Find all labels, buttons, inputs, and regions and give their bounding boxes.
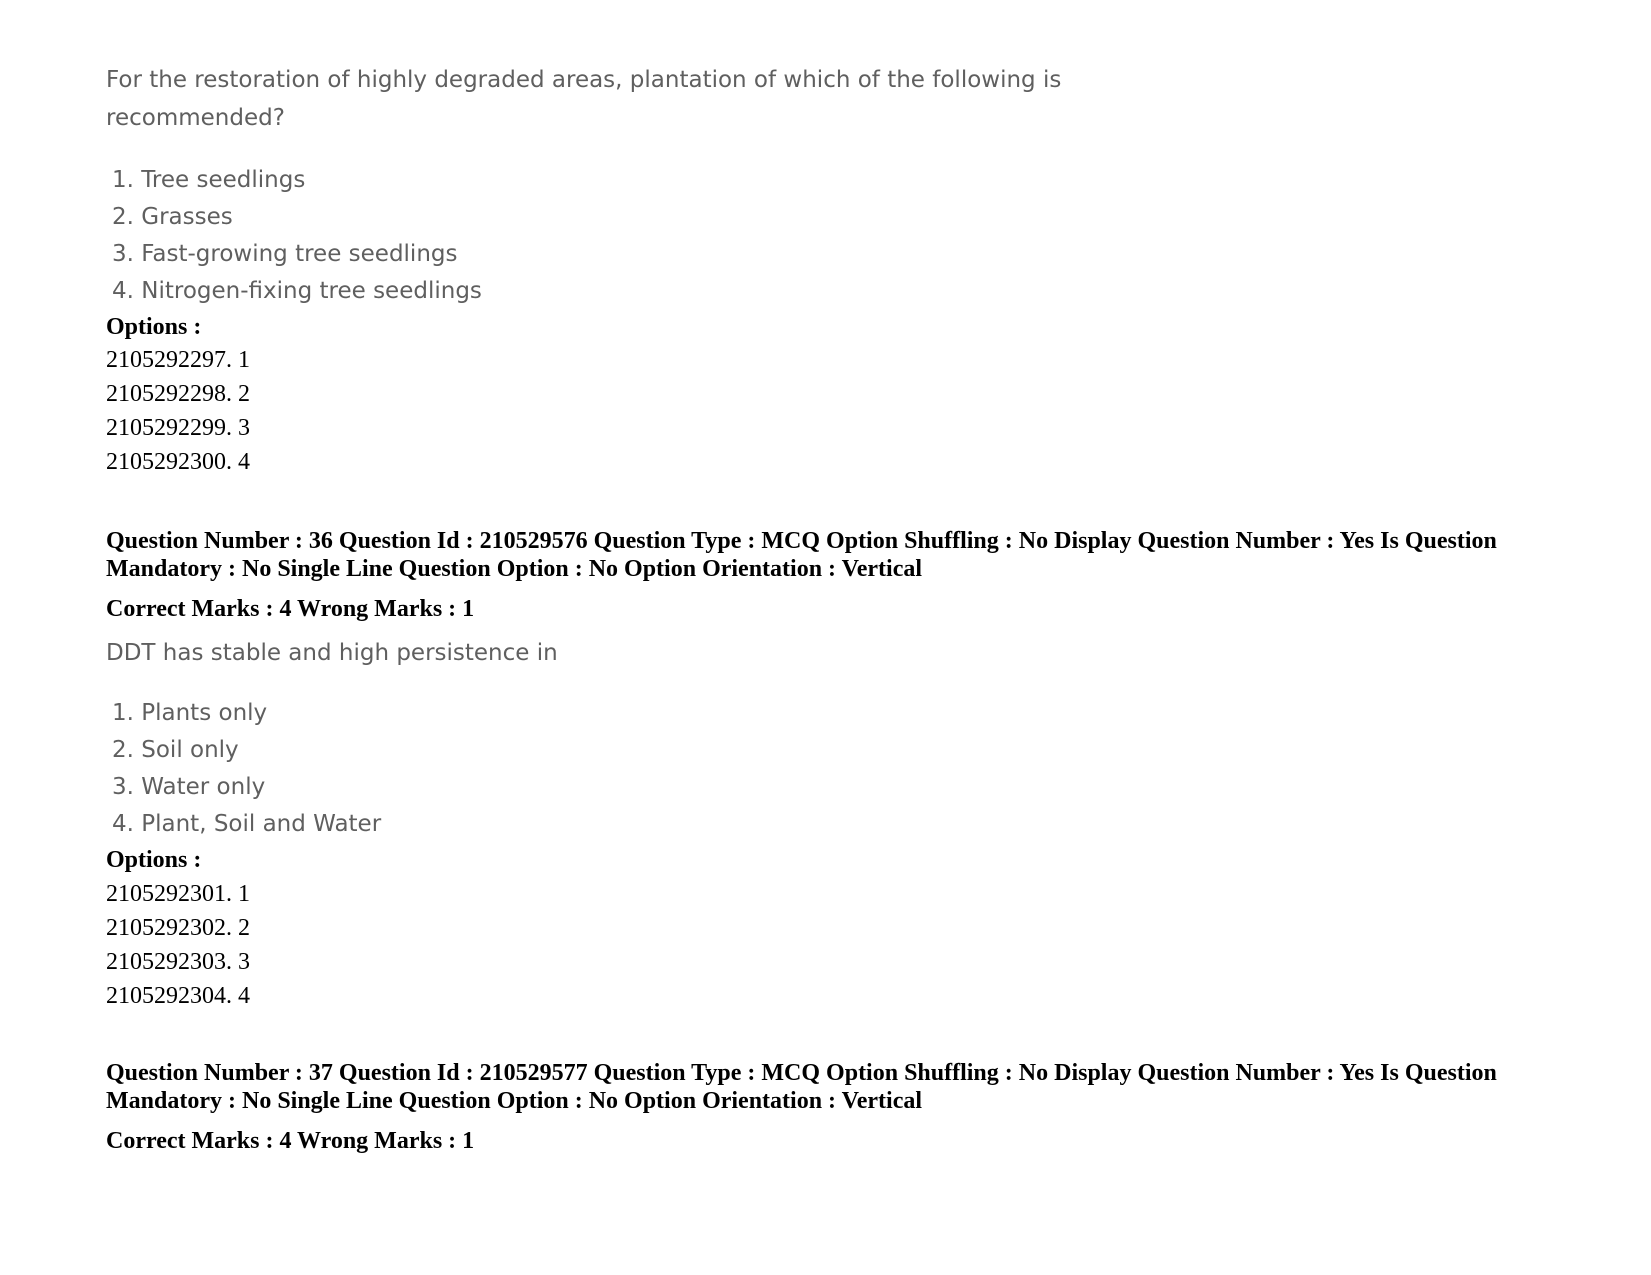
question-36-meta-line-1: Question Number : 36 Question Id : 210529576 Question Type : MCQ Option Shuffling : No Display Question Number : Yes Is Question [106, 528, 1497, 554]
question-35-choice-3: 3. Fast-growing tree seedlings [112, 241, 458, 267]
question-37-meta [106, 1059, 1586, 1115]
question-36-choice-3: 3. Water only [112, 774, 266, 800]
question-36-meta [106, 527, 1586, 583]
question-35-choice-1: 1. Tree seedlings [112, 167, 306, 193]
question-36-option-2: 2105292302. 2 [106, 915, 250, 941]
question-35-option-4: 2105292300. 4 [106, 449, 250, 475]
question-36-text [106, 634, 558, 672]
question-36-option-4: 2105292304. 4 [106, 983, 250, 1009]
question-35-text [106, 61, 1061, 137]
question-35-option-2: 2105292298. 2 [106, 381, 250, 407]
question-36-options-label: Options : [106, 847, 202, 873]
question-35-text-line-2: recommended? [106, 105, 285, 131]
question-35-choice-2: 2. Grasses [112, 204, 233, 230]
question-35-text-line-1: For the restoration of highly degraded areas, plantation of which of the following is [106, 67, 1062, 93]
question-36-marks: Correct Marks : 4 Wrong Marks : 1 [106, 596, 475, 622]
question-37-marks: Correct Marks : 4 Wrong Marks : 1 [106, 1128, 475, 1154]
question-37-meta-line-2: Mandatory : No Single Line Question Option : No Option Orientation : Vertical [106, 1088, 923, 1114]
question-35-option-1: 2105292297. 1 [106, 347, 250, 373]
question-36-text-line: DDT has stable and high persistence in [106, 640, 558, 666]
question-35-options-label: Options : [106, 314, 202, 340]
question-36-choice-4: 4. Plant, Soil and Water [112, 811, 382, 837]
question-36-option-1: 2105292301. 1 [106, 881, 250, 907]
question-35-choice-4: 4. Nitrogen-fixing tree seedlings [112, 278, 482, 304]
question-36-choice-2: 2. Soil only [112, 737, 239, 763]
question-36-meta-line-2: Mandatory : No Single Line Question Option : No Option Orientation : Vertical [106, 556, 923, 582]
question-36-choice-1: 1. Plants only [112, 700, 268, 726]
question-36-option-3: 2105292303. 3 [106, 949, 250, 975]
question-35-option-3: 2105292299. 3 [106, 415, 250, 441]
question-37-meta-line-1: Question Number : 37 Question Id : 210529577 Question Type : MCQ Option Shuffling : No Display Question Number : Yes Is Question [106, 1060, 1497, 1086]
